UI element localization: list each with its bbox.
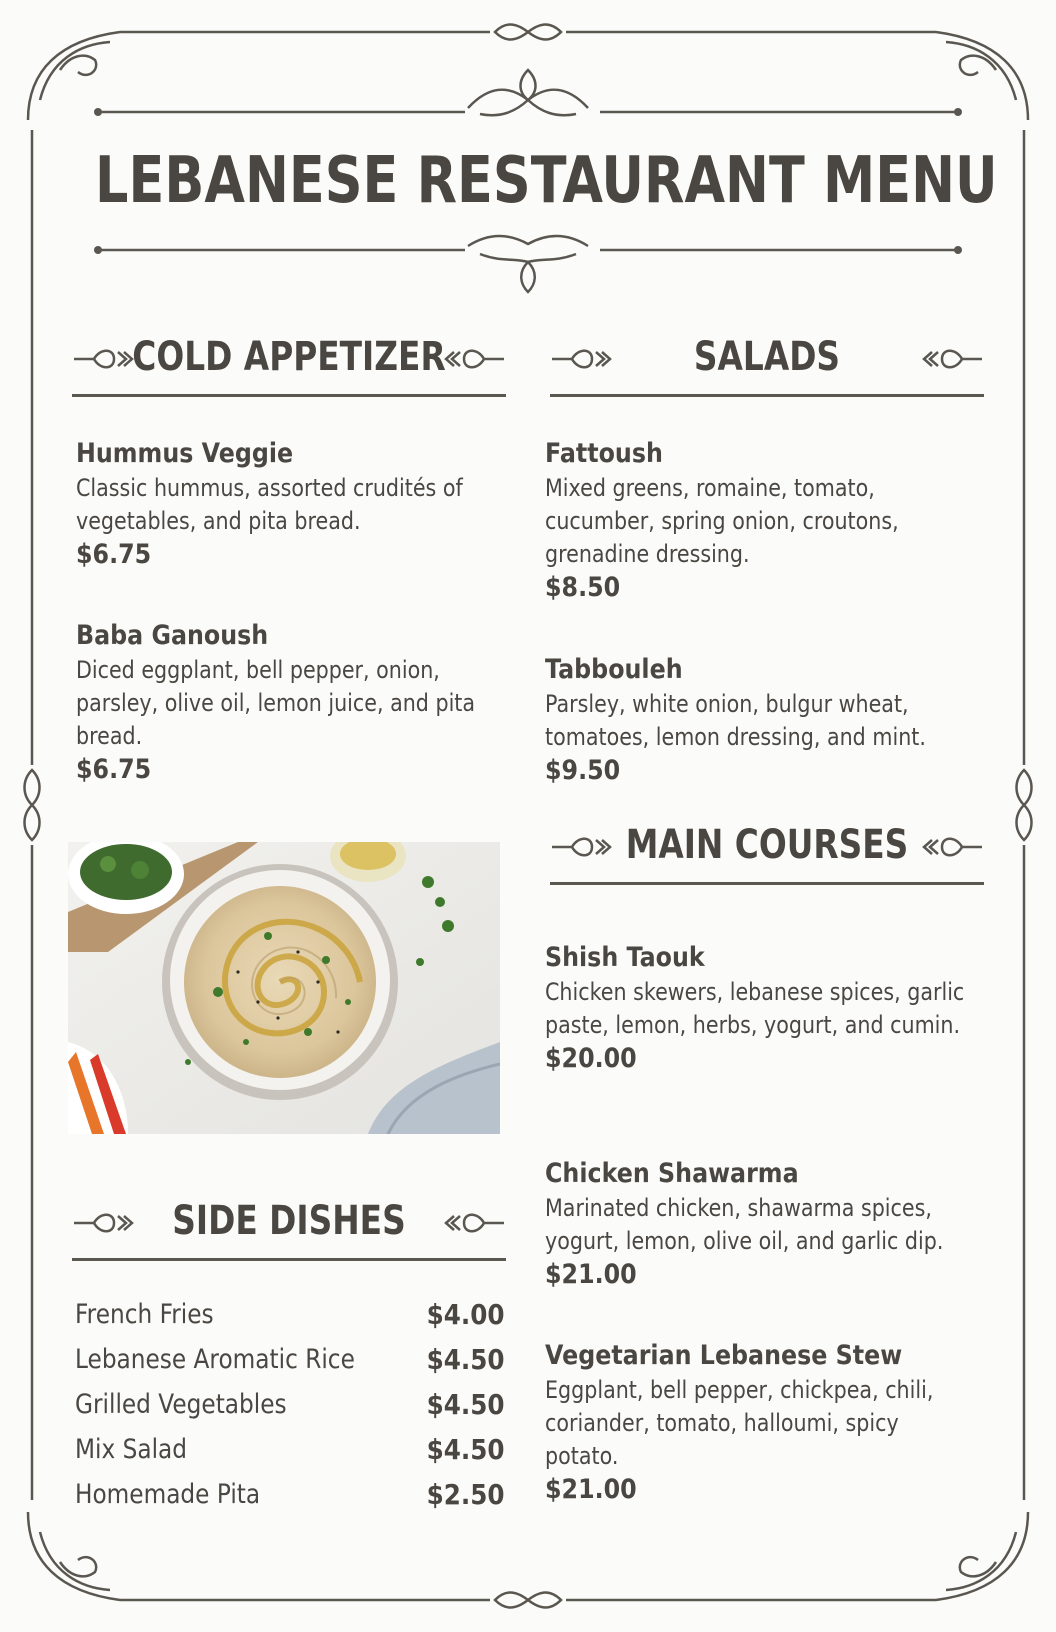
side-name: Mix Salad bbox=[75, 1434, 188, 1465]
section-header-salads bbox=[550, 322, 984, 402]
side-price: $2.50 bbox=[427, 1478, 505, 1511]
list-item bbox=[75, 1430, 505, 1475]
side-price: $4.50 bbox=[427, 1433, 505, 1466]
section-rule bbox=[72, 394, 506, 397]
flourish-right-icon bbox=[444, 1206, 506, 1240]
side-price: $4.50 bbox=[427, 1388, 505, 1421]
item-price: $8.50 bbox=[545, 572, 621, 603]
menu-item bbox=[545, 1338, 985, 1507]
item-description: Parsley, white onion, bulgur wheat, tomatoes, lemon dressing, and mint. bbox=[545, 690, 926, 751]
section-header-main-courses bbox=[550, 810, 984, 890]
list-item bbox=[75, 1295, 505, 1340]
item-name: Hummus Veggie bbox=[76, 438, 294, 469]
section-title: COLD APPETIZER bbox=[132, 334, 446, 380]
item-name: Shish Taouk bbox=[545, 942, 705, 973]
item-name: Tabbouleh bbox=[545, 654, 683, 685]
side-price: $4.50 bbox=[427, 1343, 505, 1376]
flourish-right-icon bbox=[922, 830, 984, 864]
page-title: LEBANESE RESTAURANT MENU bbox=[95, 144, 998, 218]
menu-item bbox=[545, 1156, 985, 1292]
menu-item bbox=[545, 436, 985, 605]
section-rule bbox=[550, 882, 984, 885]
section-rule bbox=[72, 1258, 506, 1261]
side-dishes-list bbox=[75, 1295, 505, 1520]
flourish-right-icon bbox=[922, 342, 984, 376]
hummus-photo bbox=[68, 842, 500, 1134]
list-item bbox=[75, 1385, 505, 1430]
item-name: Baba Ganoush bbox=[76, 620, 269, 651]
item-description: Mixed greens, romaine, tomato, cucumber, spring onion, croutons, grenadine dressing. bbox=[545, 474, 899, 568]
section-rule bbox=[550, 394, 984, 397]
menu-item bbox=[545, 652, 985, 788]
item-description: Marinated chicken, shawarma spices, yogurt, lemon, olive oil, and garlic dip. bbox=[545, 1194, 944, 1255]
side-name: Homemade Pita bbox=[75, 1479, 261, 1510]
menu-item bbox=[76, 436, 516, 572]
side-name: French Fries bbox=[75, 1299, 214, 1330]
section-title: SIDE DISHES bbox=[172, 1198, 406, 1244]
menu-item bbox=[76, 618, 516, 787]
section-title: MAIN COURSES bbox=[625, 822, 909, 868]
section-title: SALADS bbox=[693, 334, 841, 380]
list-item bbox=[75, 1475, 505, 1520]
side-name: Grilled Vegetables bbox=[75, 1389, 287, 1420]
item-description: Classic hummus, assorted crudités of vegetables, and pita bread. bbox=[76, 474, 463, 535]
hummus-bowl-image bbox=[68, 842, 500, 1134]
section-header-side-dishes bbox=[72, 1186, 506, 1266]
title-block bbox=[0, 100, 1056, 300]
menu-item bbox=[545, 940, 985, 1076]
item-price: $20.00 bbox=[545, 1043, 637, 1074]
side-price: $4.00 bbox=[427, 1298, 505, 1331]
section-header-cold-appetizer bbox=[72, 322, 506, 402]
item-name: Chicken Shawarma bbox=[545, 1158, 799, 1189]
item-description: Eggplant, bell pepper, chickpea, chili, coriander, tomato, halloumi, spicy potato. bbox=[545, 1376, 934, 1470]
item-name: Vegetarian Lebanese Stew bbox=[545, 1340, 903, 1371]
flourish-right-icon bbox=[444, 342, 506, 376]
item-price: $21.00 bbox=[545, 1474, 637, 1505]
item-price: $6.75 bbox=[76, 539, 152, 570]
item-description: Diced eggplant, bell pepper, onion, parsley, olive oil, lemon juice, and pita bread. bbox=[76, 656, 476, 750]
list-item bbox=[75, 1340, 505, 1385]
item-price: $21.00 bbox=[545, 1259, 637, 1290]
item-price: $6.75 bbox=[76, 754, 152, 785]
item-name: Fattoush bbox=[545, 438, 663, 469]
item-price: $9.50 bbox=[545, 755, 621, 786]
item-description: Chicken skewers, lebanese spices, garlic paste, lemon, herbs, yogurt, and cumin. bbox=[545, 978, 965, 1039]
side-name: Lebanese Aromatic Rice bbox=[75, 1344, 355, 1375]
